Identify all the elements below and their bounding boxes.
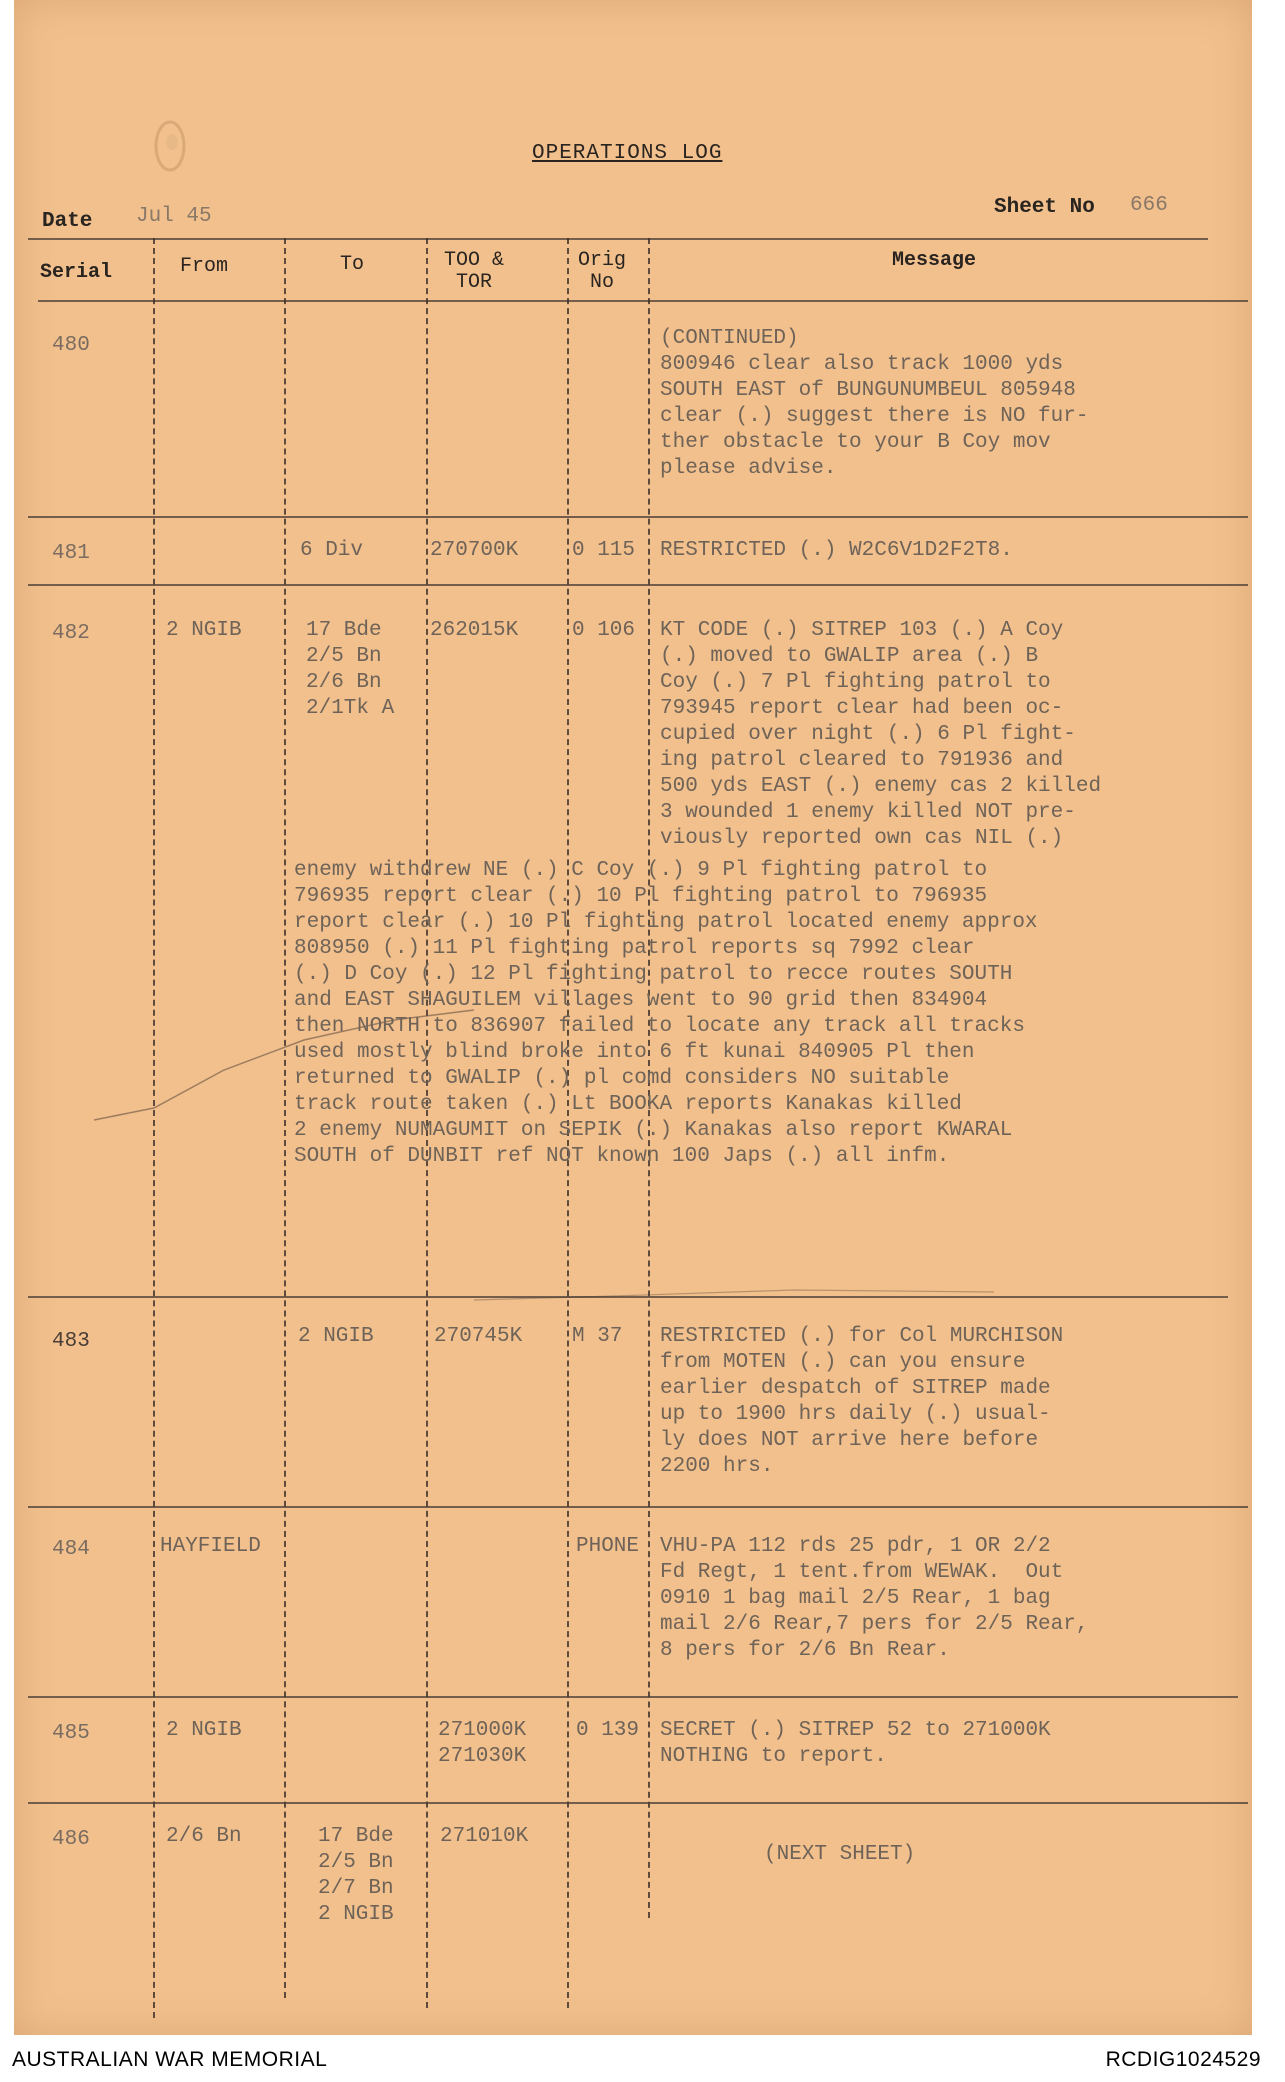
serial-486: 486 xyxy=(52,1828,90,1851)
from-482: 2 NGIB xyxy=(166,619,242,642)
col-too-label: TOO & xyxy=(443,249,504,272)
row-rule-480 xyxy=(28,516,1248,518)
orig-484: PHONE xyxy=(576,1535,640,1558)
orig-482: 0 106 xyxy=(572,619,636,642)
message-484: VHU-PA 112 rds 25 pdr, 1 OR 2/2 Fd Regt, 1 tent.from WEWAK. Out 0910 1 bag mail 2/5 Rear, 1 bag mail 2/6 Rear,7 pers for 2/5 Rear, 8 pers for 2/6 Bn Rear. xyxy=(660,1535,1089,1662)
message-481: RESTRICTED (.) W2C6V1D2F2T8. xyxy=(660,539,1013,562)
col-orig-no xyxy=(562,250,642,294)
col-message: Message xyxy=(891,249,976,272)
from-485: 2 NGIB xyxy=(166,1719,242,1742)
col-too-tor xyxy=(424,250,524,294)
serial-480: 480 xyxy=(52,334,90,357)
col-orig-label: Orig xyxy=(577,249,626,272)
too-485: 271000K 271030K xyxy=(438,1719,527,1768)
row-rule-484 xyxy=(28,1696,1238,1698)
col-tor-label: TOR xyxy=(455,271,492,294)
serial-485: 485 xyxy=(52,1722,90,1745)
row-rule-485 xyxy=(28,1802,1248,1804)
col-serial: Serial xyxy=(39,261,112,284)
serial-483: 483 xyxy=(52,1330,90,1353)
orig-481: 0 115 xyxy=(572,539,636,562)
message-485: SECRET (.) SITREP 52 to 271000K NOTHING to report. xyxy=(660,1719,1051,1768)
message-483: RESTRICTED (.) for Col MURCHISON from MOTEN (.) can you ensure earlier despatch of SITREP made up to 1900 hrs daily (.) usual- ly does NOT arrive here before 2200 hrs. xyxy=(660,1325,1064,1478)
message-482-continued: enemy withdrew NE (.) C Coy (.) 9 Pl fighting patrol to 796935 report clear (.) 10 Pl fighting patrol to 796935 report clear (.) 10 Pl fighting patrol located enemy approx 808950 (.) 11 Pl fighting patrol reports sq 7992 clear (.) D Coy (.) 12 Pl fighting patrol to recce routes SOUTH and EAST SHAGUILEM villages went to 90 grid then 834904 then NORTH to 836907 failed to locate any track all tracks used mostly blind broke into 6 ft kunai 840905 Pl then returned to GWALIP (.) pl comd considers NO suitable track route taken (.) Lt BOOKA reports Kanakas killed 2 enemy NUMAGUMIT on SEPIK (.) Kanakas also report KWARAL SOUTH of DUNBIT ref NOT known 100 Japs (.) all infm. xyxy=(294,859,1038,1168)
orig-485: 0 139 xyxy=(576,1719,640,1742)
to-481: 6 Div xyxy=(300,539,364,562)
message-482: KT CODE (.) SITREP 103 (.) A Coy (.) moved to GWALIP area (.) B Coy (.) 7 Pl fighting patrol to 793945 report clear had been oc- cupied over night (.) 6 Pl fight- ing patrol cleared to 791936 and 500 yds EAST (.) enemy cas 2 killed 3 wounded 1 enemy killed NOT pre- viously reported own cas NIL (.) xyxy=(660,619,1102,850)
date-value: Jul 45 xyxy=(136,205,212,228)
too-481: 270700K xyxy=(430,539,519,562)
header-top-rule xyxy=(28,238,1208,240)
footer-archive-name: AUSTRALIAN WAR MEMORIAL xyxy=(12,2048,328,2071)
header-bottom-rule xyxy=(38,300,1248,302)
serial-484: 484 xyxy=(52,1538,90,1561)
to-483: 2 NGIB xyxy=(298,1325,374,1348)
serial-482: 482 xyxy=(52,622,90,645)
message-480: (CONTINUED) 800946 clear also track 1000 yds SOUTH EAST of BUNGUNUMBEUL 805948 clear (.) suggest there is NO fur- ther obstacle to your B Coy mov please advise. xyxy=(660,327,1089,480)
to-482: 17 Bde 2/5 Bn 2/6 Bn 2/1Tk A xyxy=(306,619,395,720)
from-486: 2/6 Bn xyxy=(166,1825,242,1848)
message-486: (NEXT SHEET) xyxy=(764,1843,916,1866)
col-no-label: No xyxy=(589,271,614,294)
too-483: 270745K xyxy=(434,1325,523,1348)
row-rule-481 xyxy=(28,584,1248,586)
too-482: 262015K xyxy=(430,619,519,642)
col-to: To xyxy=(339,253,364,276)
col-from: From xyxy=(179,255,228,278)
from-484: HAYFIELD xyxy=(160,1535,261,1558)
row-rule-483 xyxy=(28,1506,1248,1508)
too-486: 271010K xyxy=(440,1825,529,1848)
embossed-seal-mark xyxy=(142,112,202,182)
sheet-label: Sheet No xyxy=(994,196,1095,219)
document-title: OPERATIONS LOG xyxy=(532,142,723,165)
footer-record-id: RCDIG1024529 xyxy=(1105,2048,1261,2071)
serial-481: 481 xyxy=(52,542,90,565)
orig-483: M 37 xyxy=(572,1325,623,1348)
sheet-value: 666 xyxy=(1130,194,1168,217)
to-486: 17 Bde 2/5 Bn 2/7 Bn 2 NGIB xyxy=(318,1825,394,1926)
date-label: Date xyxy=(42,210,93,233)
log-sheet xyxy=(14,0,1252,2035)
